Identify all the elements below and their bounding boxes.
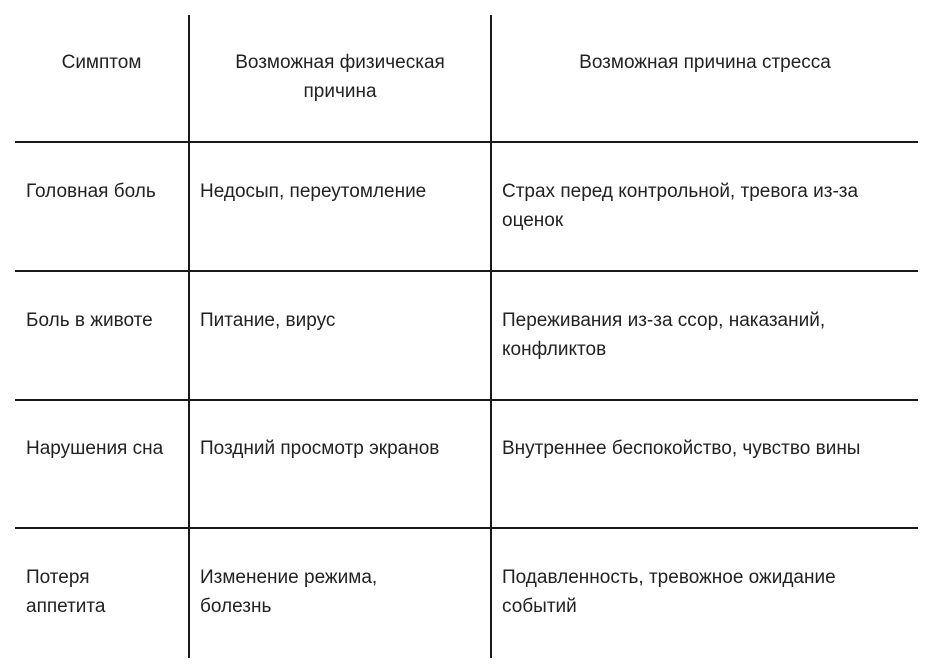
header-physical-cause: Возможная физическая причина xyxy=(235,52,445,102)
table-row-4-physical-cause: Изменение режима, болезнь xyxy=(200,567,378,617)
table-row-3-symptom: Нарушения сна xyxy=(26,438,164,459)
table-row-1-stress-cause: Страх перед контрольной, тревога из-за оценок xyxy=(502,181,859,231)
header-stress-cause: Возможная причина стресса xyxy=(579,52,831,73)
table-row-1-physical-cause: Недосып, переутомление xyxy=(200,181,427,202)
row-divider-1 xyxy=(15,141,918,143)
table-row-2-stress-cause: Переживания из-за ссор, наказаний, конфликтов xyxy=(502,310,826,360)
table-row-2-physical-cause: Питание, вирус xyxy=(200,310,336,331)
table-row-2-symptom: Боль в животе xyxy=(26,310,153,331)
symptoms-table xyxy=(15,15,918,658)
row-divider-2 xyxy=(15,270,918,272)
table-row-4-stress-cause: Подавленность, тревожное ожидание событий xyxy=(502,567,836,617)
row-divider-4 xyxy=(15,527,918,529)
column-divider-2 xyxy=(490,15,492,658)
column-divider-1 xyxy=(188,15,190,658)
table-row-3-stress-cause: Внутреннее беспокойство, чувство вины xyxy=(502,438,861,459)
header-symptom: Симптом xyxy=(61,52,142,73)
table-row-1-symptom: Головная боль xyxy=(26,181,156,202)
table-row-4-symptom: Потеря аппетита xyxy=(26,567,106,617)
table-row-3-physical-cause: Поздний просмотр экранов xyxy=(200,438,440,459)
row-divider-3 xyxy=(15,399,918,401)
